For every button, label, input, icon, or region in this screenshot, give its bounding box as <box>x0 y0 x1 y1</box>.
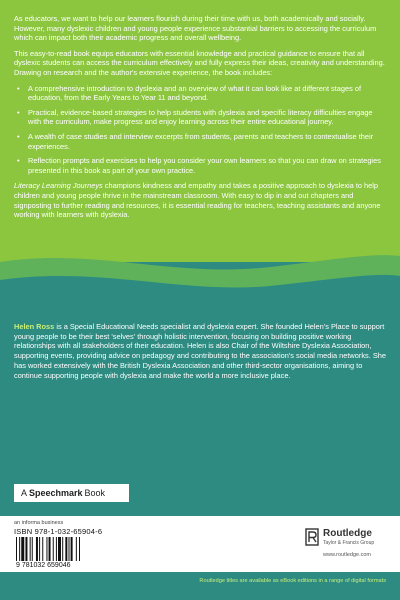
blurb-paragraph-3 <box>14 181 386 219</box>
wave-divider <box>0 246 400 316</box>
imprint-brand: Speechmark <box>29 488 83 498</box>
routledge-logo <box>305 526 390 566</box>
publisher-subtitle: Taylor & Francis Group <box>323 540 375 546</box>
author-bio-panel <box>0 322 400 380</box>
speechmark-imprint-logo <box>14 484 129 502</box>
feature-list <box>14 84 386 176</box>
feature-item: • A wealth of case studies and interview excerpts from students, parents and teachers to contextualise their experiences. <box>28 132 386 151</box>
imprint-a: A <box>21 488 28 498</box>
blurb-paragraph-1: As educators, we want to help our learners flourish during their time with us, both academically and socially. However, many dyslexic children and young people experience substantial barriers to accessing the curriculum which can impact both their academic progress and overall wellbeing. <box>14 14 377 43</box>
author-bio <box>14 322 386 380</box>
feature-item: • Practical, evidence-based strategies to help students with dyslexia and specific literacy difficulties engage with the curriculum, make progress and enjoy learning across their entire educational journey. <box>28 108 386 127</box>
author-name: Helen Ross <box>14 322 55 331</box>
book-title-italic: Literacy Learning Journeys <box>14 181 103 191</box>
imprint-book: Book <box>84 488 106 498</box>
blurb-panel <box>0 0 400 262</box>
feature-item: • A comprehensive introduction to dyslexia and an overview of what it can look like at different stages of education, from the Early Years to Year 11 and beyond. <box>28 84 386 103</box>
blurb-paragraph-3-text: champions kindness and empathy and takes a positive approach to dyslexia to help children and young people thrive in the mainstream classroom. With easy to dip in and out chapters and signposting to further reading and resources, it is essential reading for teachers, teaching assistants and anyone working with learners with dyslexia. <box>14 181 381 220</box>
informa-label: an informa business <box>14 520 64 526</box>
ebook-footer: Routledge titles are available as eBook editions in a range of digital formats <box>199 578 386 584</box>
blurb-paragraph-2: This easy-to-read book equips educators with essential knowledge and practical guidance to ensure that all dyslexic students can access the curriculum effectively and fully express their ideas, creativity and understanding. Drawing on research and the author's extensive experience, the book includes: <box>14 48 385 77</box>
isbn-label: ISBN 978-1-032-65904-6 <box>14 527 103 536</box>
publisher-name: Routledge <box>323 528 372 539</box>
publisher-url: www.routledge.com <box>323 552 371 558</box>
barcode-number: 9 781032 659046 <box>16 562 71 569</box>
feature-item: • Reflection prompts and exercises to help you consider your own learners so that you can draw on strategies presented in this book as part of your own practice. <box>28 156 386 175</box>
routledge-r-icon <box>305 528 319 546</box>
author-bio-text: is a Special Educational Needs specialist and dyslexia expert. She founded Helen's Place to support young people to be their best 'selves' through holistic intervention, focusing on building positive working relationships with all stakeholders of their education. Helen is also Chair of the Wiltshire Dyslexia Association, supporting events, providing advice on pedagogy and contributing to the association's social media networks. She has worked extensively with the British Dyslexia Association and other third-sector organisations, aiming to continue supporting people with dyslexia and make the world a more inclusive place. <box>14 322 386 380</box>
